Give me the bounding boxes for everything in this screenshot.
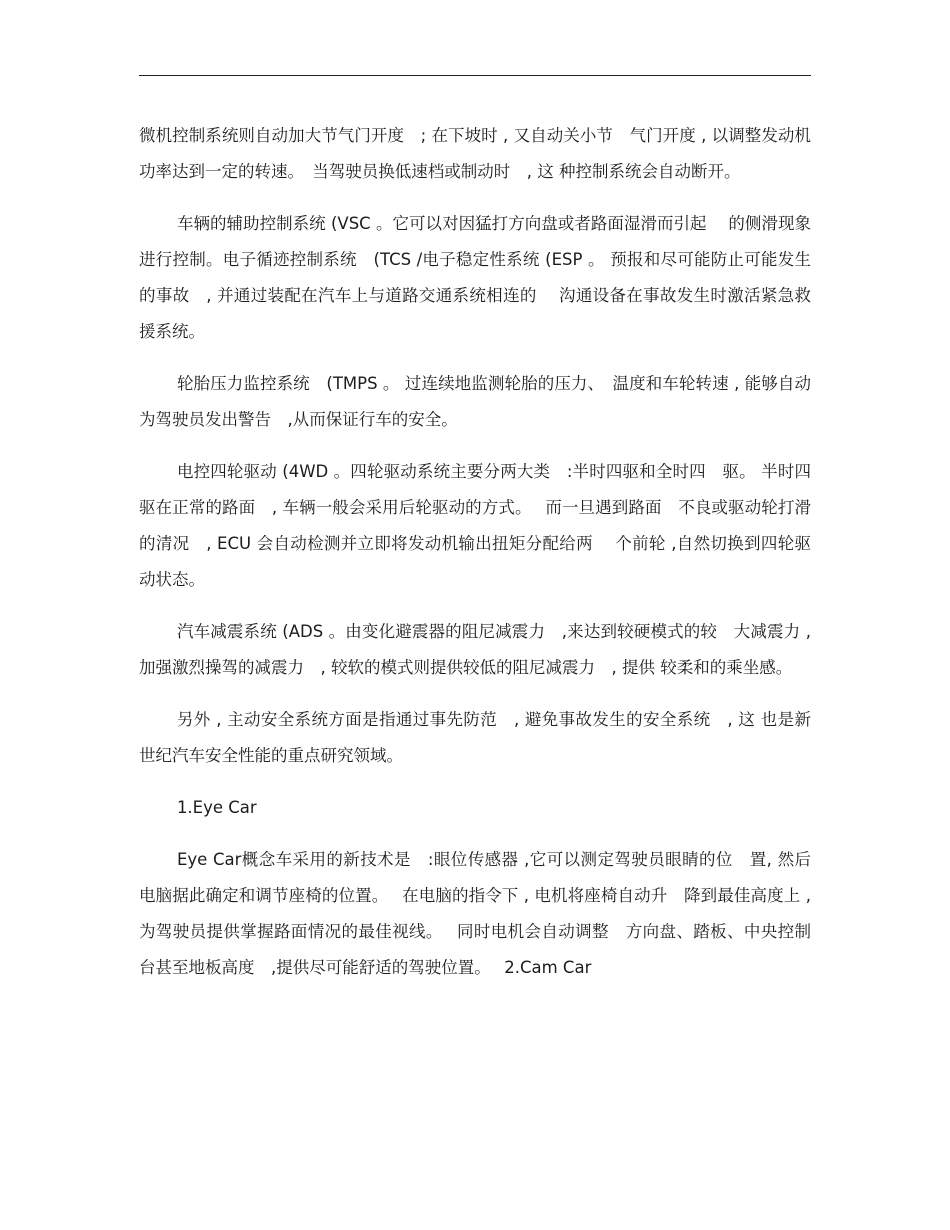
paragraph-ads: 汽车减震系统 (ADS 。由变化避震器的阻尼减震力 ,来达到较硬模式的较 大减震力 , 加强激烈操驾的减震力 , 较软的模式则提供较低的阻尼减震力 , 提供 较柔和的乘坐感。 (139, 622, 811, 677)
paragraph-vsc: 车辆的辅助控制系统 (VSC 。它可以对因猛打方向盘或者路面湿滑而引起 的侧滑现象进行控制。电子循迹控制系统 (TCS /电子稳定性系统 (ESP 。 预报和尽可能防止可能发生的事故 , 并通过装配在汽车上与道路交通系统相连的 沟通设备在事故发生时激活紧急救援系统。 (139, 214, 811, 341)
paragraph-throttle-control: 微机控制系统则自动加大节气门开度 ; 在下坡时 , 又自动关小节 气门开度 , 以调整发动机功率达到一定的转速。 当驾驶员换低速档或制动时 , 这 种控制系统会自动断开。 (139, 126, 811, 181)
section-heading-eye-car: 1.Eye Car (176, 798, 257, 817)
paragraph-active-safety: 另外 , 主动安全系统方面是指通过事先防范 , 避免事故发生的安全系统 , 这 也是新世纪汽车安全性能的重点研究领域。 (139, 710, 811, 765)
body-text (139, 118, 811, 1002)
header-rule (139, 75, 811, 76)
paragraph-eye-car: Eye Car概念车采用的新技术是 :眼位传感器 ,它可以测定驾驶员眼睛的位 置, 然后电脑据此确定和调节座椅的位置。 在电脑的指令下 , 电机将座椅自动升 降到最佳高度上 , 为驾驶员提供掌握路面情况的最佳视线。 同时电机会自动调整 方向盘、踏板、中央控制台甚至地板高度 ,提供尽可能舒适的驾驶位置。 2.Cam Car (139, 850, 811, 977)
paragraph-tmps: 轮胎压力监控系统 (TMPS 。 过连续地监测轮胎的压力、 温度和车轮转速 , 能够自动为驾驶员发出警告 ,从而保证行车的安全。 (139, 374, 811, 429)
paragraph-4wd: 电控四轮驱动 (4WD 。四轮驱动系统主要分两大类 :半时四驱和全时四 驱。 半时四驱在正常的路面 , 车辆一般会采用后轮驱动的方式。 而一旦遇到路面 不良或驱动轮打滑的清况 , ECU 会自动检测并立即将发动机输出扭矩分配给两 个前轮 ,自然切换到四轮驱动状态。 (139, 462, 811, 589)
